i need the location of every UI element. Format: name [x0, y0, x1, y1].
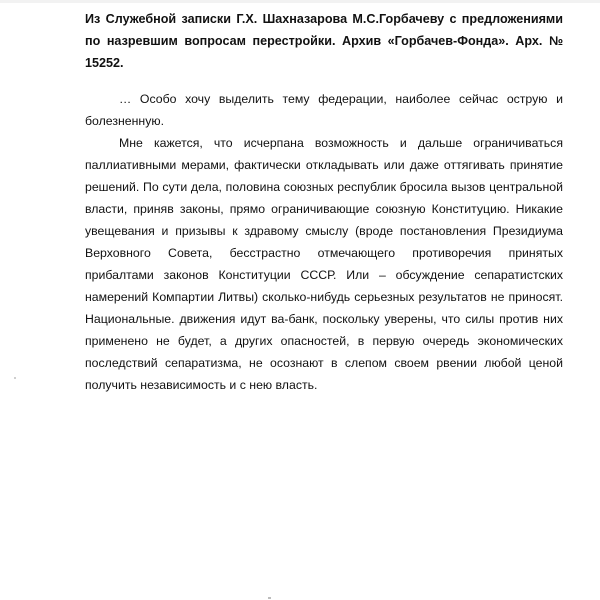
page-bottom-mark: [268, 597, 271, 599]
paragraph-intro: … Особо хочу выделить тему федерации, наиболее сейчас острую и болезненную.: [85, 92, 563, 128]
scan-artifact-dot: [14, 377, 16, 379]
paragraph-main: Мне кажется, что исчерпана возможность и дальше ограничиваться паллиативными мерами, фактически откладывать или даже оттягивать принятие решений. По сути дела, половина союзных республик бросила вызов центральной власти, приняв законы, прямо ограничивающие союзную Конституцию. Никакие увещевания и призывы к здравому смыслу (вроде постановления Президиума Верховного Совета, бесстрастно отмечающего противоречия принятых прибалтами законов Конституции СССР. Или – обсуждение сепаратистских намерений Компартии Литвы) сколько-нибудь серьезных результатов не приносят. Национальные. движения идут ва-банк, поскольку уверены, что силы против них применено не будет, а других опасностей, в первую очередь экономических последствий сепаратизма, не осознают в слепом своем рвении любой ценой получить независимость и с нею власть.: [85, 136, 563, 392]
document-heading: Из Служебной записки Г.Х. Шахназарова М.С.Горбачеву с предложениями по назревшим вопросам перестройки. Архив «Горбачев-Фонда». Арх. № 15252.: [85, 12, 563, 70]
document-body: [85, 88, 563, 396]
scan-edge: [0, 0, 600, 3]
